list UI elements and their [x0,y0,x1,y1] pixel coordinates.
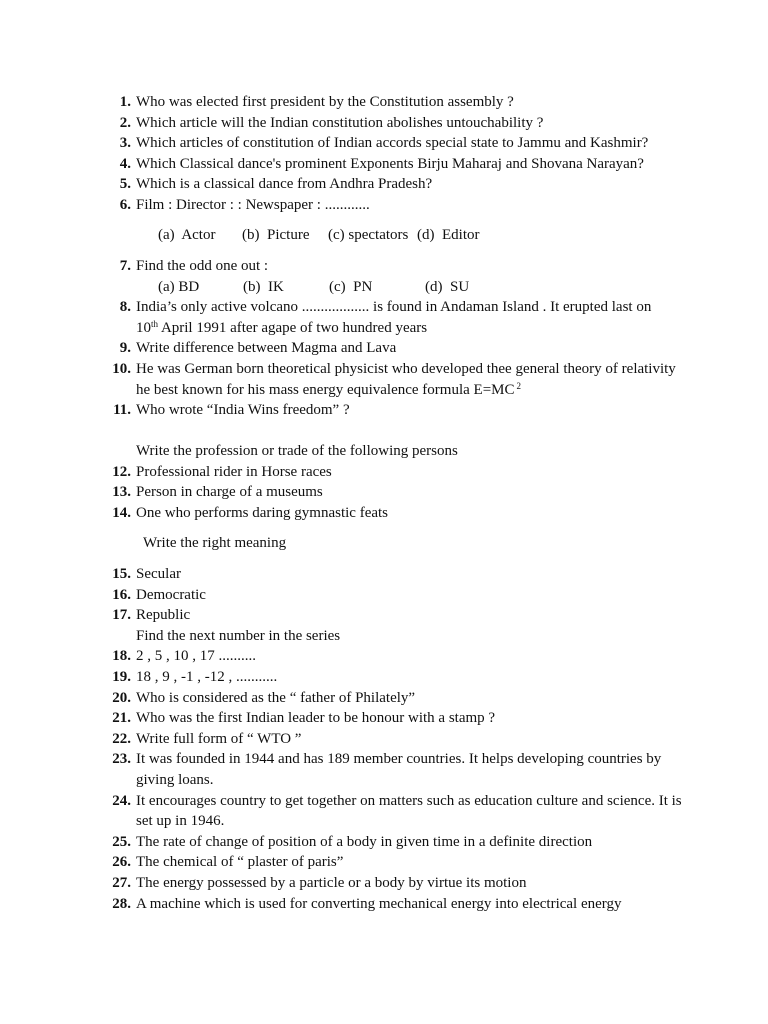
option-a: (a) Actor [158,227,216,243]
section-profession [0,441,768,523]
question-text: Democratic [136,586,206,603]
question-group-3 [0,564,768,914]
q7-options [0,277,768,298]
question-text: 2 , 5 , 10 , 17 .......... [136,648,256,665]
question-item [0,359,768,400]
question-text: Republic [136,607,191,624]
question-item [0,133,768,154]
question-item [0,400,768,421]
question-text: Write full form of “ WTO ” [136,730,302,747]
question-text: It encourages country to get together on matters such as education culture and science. It is set up in 1946. [136,792,682,830]
question-number: 11. [113,402,131,419]
question-text-line-1: India’s only active volcano .................. is found in Andaman Island . It erupted last on [136,299,652,316]
question-number: 7. [119,258,131,274]
question-text: The rate of change of position of a body in given time in a definite direction [136,833,593,850]
question-number: 18. [112,648,131,665]
exponent: 2 [516,380,522,391]
question-item [0,832,768,853]
question-number: 17. [112,607,131,624]
question-text: One who performs daring gymnastic feats [136,504,389,521]
question-number: 12. [112,463,131,480]
question-text: Secular [136,566,181,582]
option-c: (c) spectators [328,227,409,243]
question-text: The energy possessed by a particle or a body by virtue its motion [136,874,527,891]
question-text [136,359,686,400]
option-b: (b) Picture [242,227,310,243]
question-number: 13. [112,484,131,501]
question-number: 22. [112,730,131,747]
question-number: 14. [112,504,131,521]
question-text: Who wrote “India Wins freedom” ? [136,402,350,419]
question-text: Which Classical dance's prominent Exponents Birju Maharaj and Shovana Narayan? [136,155,644,172]
question-number: 5. [119,176,131,193]
question-item [0,338,768,359]
question-text-line-1: He was German born theoretical physicist who developed thee general theory of relativity [136,360,676,377]
q6-options [0,225,768,246]
question-item [0,688,768,709]
question-number: 4. [119,155,131,172]
question-number: 6. [119,196,131,213]
question-item [0,503,768,524]
question-text-line-2: he best known for his mass energy equivalence formula E=MC [136,381,515,398]
question-item [0,605,768,626]
option-c: (c) PN [329,278,373,295]
question-item [0,585,768,606]
question-text: Professional rider in Horse races [136,463,332,480]
question-number: 19. [112,668,131,685]
question-item [0,564,768,585]
question-item [0,92,768,113]
question-item [0,852,768,873]
ordinal-suffix: th [151,318,159,329]
question-item [0,256,768,277]
question-group-2 [0,256,768,421]
section-meaning [0,533,768,554]
question-number: 23. [112,751,131,768]
option-b: (b) IK [243,278,284,295]
question-text: 18 , 9 , -1 , -12 , ........... [136,668,278,685]
question-number: 16. [112,586,131,603]
question-text: Which article will the Indian constitution abolishes untouchability ? [136,114,544,131]
question-item [0,894,768,915]
option-d: (d) Editor [417,227,480,243]
question-number: 1. [119,94,131,110]
question-item [0,708,768,729]
question-item [0,873,768,894]
question-item [0,154,768,175]
section-heading: Write the right meaning [143,535,287,551]
question-number: 15. [112,566,131,582]
question-item [0,174,768,195]
question-number: 24. [112,792,131,809]
question-item [0,646,768,667]
question-item [0,749,768,790]
question-text: Which is a classical dance from Andhra Pradesh? [136,176,433,193]
date-day: 10 [136,319,151,336]
question-number: 3. [119,135,131,152]
question-item [0,482,768,503]
section-heading: Write the profession or trade of the following persons [136,443,458,459]
question-number: 20. [112,689,131,706]
option-a: (a) BD [158,278,200,295]
question-text: Who is considered as the “ father of Philately” [136,689,416,706]
question-text: Find the odd one out : [136,258,269,274]
question-group-1 [0,92,768,216]
question-text: Who was the first Indian leader to be honour with a stamp ? [136,710,496,727]
question-text: Person in charge of a museums [136,484,323,501]
question-item [0,462,768,483]
question-text-line-2: April 1991 after agape of two hundred years [158,319,428,336]
option-d: (d) SU [425,278,470,295]
question-number: 2. [119,114,131,131]
question-number: 25. [112,833,131,850]
question-number: 9. [119,340,131,357]
question-number: 21. [112,710,131,727]
question-text: It was founded in 1944 and has 189 member countries. It helps developing countries by giving loans. [136,751,662,788]
question-text: Film : Director : : Newspaper : ............ [136,196,370,213]
question-number: 10. [112,360,131,377]
question-number: 26. [112,854,131,871]
question-item [0,113,768,134]
question-text: The chemical of “ plaster of paris” [136,854,344,871]
question-text: A machine which is used for converting mechanical energy into electrical energy [136,895,622,912]
question-number: 27. [112,874,131,891]
question-item [0,195,768,216]
section-heading-series: Find the next number in the series [136,627,341,644]
question-text: Write difference between Magma and Lava [136,340,397,357]
question-item [0,729,768,750]
question-text [136,297,686,338]
question-number: 28. [112,895,131,912]
question-text: Who was elected first president by the Constitution assembly ? [136,94,514,110]
question-item [0,297,768,338]
question-text: Which articles of constitution of Indian accords special state to Jammu and Kashmir? [136,135,649,152]
question-item [0,667,768,688]
question-number: 8. [119,299,131,316]
question-item [0,791,768,832]
